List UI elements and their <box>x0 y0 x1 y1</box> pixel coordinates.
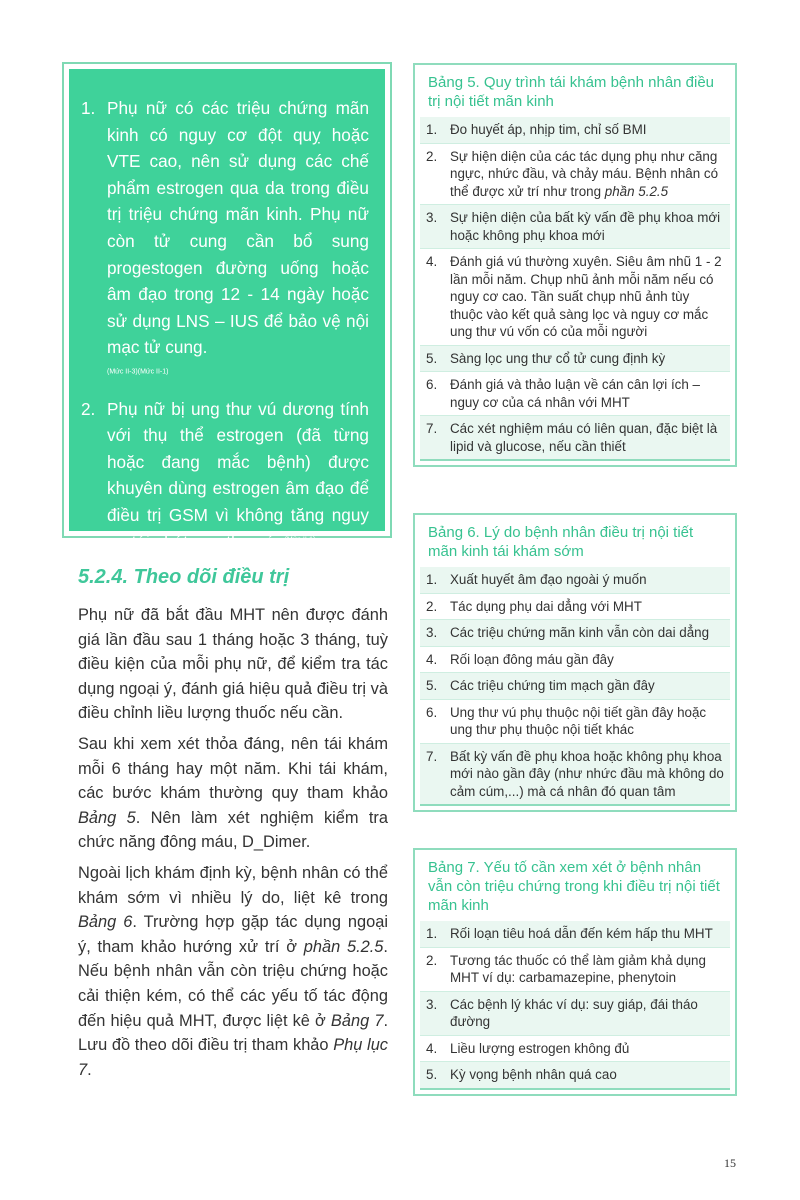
evidence-level: (Mức II-3)(Mức II-1) <box>107 368 169 376</box>
text-span: Sau khi xem xét thỏa đáng, nên tái khám mỗi 6 tháng hay một năm. Khi tái khám, các bước khám thường quy tham khảo <box>78 734 388 803</box>
row-number: 2. <box>426 148 438 164</box>
row-number: 2. <box>426 952 438 968</box>
table-title: Bảng 5. Quy trình tái khám bệnh nhân điều trị nội tiết mãn kinh <box>428 74 715 110</box>
item-text <box>107 396 369 556</box>
paragraph <box>78 732 388 855</box>
row-text: Bất kỳ vấn đề phụ khoa hoặc không phụ khoa mới nào gần đây (như nhức đầu mà không do cảm cúm,...) mà cá nhân đó quan tâm <box>450 748 724 799</box>
table-reference: Bảng 6 <box>78 913 133 932</box>
table-6 <box>413 513 737 812</box>
table-row <box>420 647 730 674</box>
text-span: . Nên làm xét nghiệm kiểm tra chức năng đông máu, D_Dimer. <box>78 808 388 852</box>
row-text: Đánh giá và thảo luận về cán cân lợi ích – nguy cơ của cá nhân với MHT <box>450 377 700 410</box>
item-number: 2. <box>81 398 96 419</box>
row-number: 5. <box>426 350 438 366</box>
table-row <box>420 921 730 948</box>
row-text: Rối loạn đông máu gần đây <box>450 651 614 667</box>
row-number: 3. <box>426 996 438 1012</box>
row-text <box>450 148 724 201</box>
table-reference: Bảng 7 <box>330 1011 384 1030</box>
text-span: . Nếu bệnh nhân vẫn còn triệu chứng hoặc cải thiện kém, có thể các yếu tố tác động đến hiệu quả MHT, được liệt kê ở <box>78 937 388 1030</box>
text-span: Ngoài lịch khám định kỳ, bệnh nhân có thể khám sớm vì nhiều lý do, liệt kê trong <box>78 863 388 907</box>
item-number: 1. <box>81 98 96 118</box>
section-reference: phần 5.2.5 <box>303 937 384 956</box>
table-row <box>420 673 730 700</box>
row-number: 3. <box>426 210 438 225</box>
row-number: 7. <box>426 421 438 436</box>
paragraph: Phụ nữ đã bắt đầu MHT nên được đánh giá lần đầu sau 1 tháng hoặc 3 tháng, tuỳ điều kiện của mỗi phụ nữ, để kiểm tra tác dụng ngoại ý, đánh giá hiệu quả điều trị và điều chỉnh liều lượng thuốc nếu cần. <box>78 606 388 723</box>
row-text: Tương tác thuốc có thể làm giảm khả dụng MHT ví dụ: carbamazepine, phenytoin <box>450 952 706 985</box>
evidence-level: (Mức II-1) <box>284 535 316 543</box>
row-number: 1. <box>426 122 438 137</box>
row-text: Rối loạn tiêu hoá dẫn đến kém hấp thu MHT <box>450 926 713 941</box>
row-text: Các triệu chứng mãn kinh vẫn còn dai dẳng <box>450 625 710 640</box>
row-text: Tác dụng phụ dai dẳng với MHT <box>450 598 642 614</box>
row-text: Các xét nghiệm máu có liên quan, đặc biệt là lipid và glucose, nếu cần thiết <box>450 421 718 454</box>
row-number: 1. <box>426 572 438 587</box>
row-number: 4. <box>426 1040 438 1056</box>
row-text: Kỳ vọng bệnh nhân quá cao <box>450 1067 617 1082</box>
row-text: Sự hiện diện của bất kỳ vấn đề phụ khoa mới hoặc không phụ khoa mới <box>450 210 721 243</box>
appendix-reference: Phụ lục 7 <box>78 1036 389 1079</box>
table-reference: Bảng 5 <box>78 808 136 827</box>
row-number: 7. <box>426 748 438 764</box>
table-row <box>420 372 730 416</box>
table-row <box>420 1036 730 1063</box>
row-number: 6. <box>426 704 438 720</box>
section-title: 5.2.4. Theo dõi điều trị <box>78 566 290 588</box>
text-span: . <box>87 1060 92 1079</box>
table-row <box>420 594 730 621</box>
row-text: Các triệu chứng tim mạch gần đây <box>450 678 655 693</box>
row-text: Xuất huyết âm đạo ngoài ý muốn <box>450 572 647 587</box>
row-number: 4. <box>426 651 438 667</box>
recommendation-callout <box>69 69 385 552</box>
text-span: . Trường hợp gặp tác dụng ngoại ý, tham khảo hướng xử trí ở <box>78 913 389 956</box>
item-body: Phụ nữ có các triệu chứng mãn kinh có nguy cơ đột quỵ hoặc VTE cao, nên sử dụng các chế phẩm estrogen qua da trong điều trị triệu chứng mãn kinh. Phụ nữ còn tử cung cần bổ sung progestogen đường uống hoặc âm đạo trong 12 - 14 ngày hoặc sử dụng LNS – IUS để bảo vệ nội mạc tử cung. <box>107 98 369 358</box>
row-number: 2. <box>426 598 438 614</box>
table-row <box>420 1062 730 1090</box>
paragraph <box>78 861 388 1082</box>
row-text: Ung thư vú phụ thuộc nội tiết gần đây hoặc ung thư phụ thuộc nội tiết khác <box>450 704 707 737</box>
recommendation-item <box>81 396 369 556</box>
table-7 <box>413 848 737 1096</box>
table-row <box>420 700 730 744</box>
table-5 <box>413 63 737 467</box>
row-number: 3. <box>426 625 438 640</box>
table-row <box>420 249 730 346</box>
row-number: 5. <box>426 678 438 693</box>
row-number: 4. <box>426 254 438 269</box>
row-text-main: Sự hiện diện của các tác dụng phụ như căng ngực, nhức đầu, và chảy máu. Bệnh nhân có thể được xử trí như trong <box>450 148 719 199</box>
row-number: 1. <box>426 926 438 941</box>
row-text: Đo huyết áp, nhịp tim, chỉ số BMI <box>450 122 647 137</box>
row-number: 6. <box>426 377 438 392</box>
table-row <box>420 744 730 807</box>
section-body <box>78 603 388 1088</box>
table-row <box>420 205 730 249</box>
row-text: Đánh giá vú thường xuyên. Siêu âm nhũ 1 - 2 lần mỗi năm. Chụp nhũ ảnh mỗi năm nếu có nguy cơ cao. Tần suất chụp nhũ ảnh tùy thuộc vào kết quả sàng lọc và nguy cơ mắc ung thư vú vốn có của mỗi người <box>450 254 722 339</box>
row-text: Sàng lọc ung thư cổ tử cung định kỳ <box>450 350 666 366</box>
table-row <box>420 144 730 206</box>
table-row <box>420 992 730 1036</box>
table-row <box>420 416 730 461</box>
table-row <box>420 620 730 647</box>
row-text: Liều lượng estrogen không đủ <box>450 1040 630 1056</box>
table-row <box>420 346 730 373</box>
table-title: Bảng 6. Lý do bệnh nhân điều trị nội tiết mãn kinh tái khám sớm <box>428 524 694 560</box>
table-title: Bảng 7. Yếu tố cần xem xét ở bệnh nhân vẫn còn triệu chứng trong khi điều trị nội tiết mãn kinh <box>428 859 720 914</box>
row-number: 5. <box>426 1067 438 1082</box>
section-reference: phần 5.2.5 <box>604 183 669 199</box>
table-row <box>420 117 730 144</box>
page-number: 15 <box>724 1156 736 1170</box>
table-row <box>420 567 730 594</box>
item-text <box>107 95 369 388</box>
row-text: Các bệnh lý khác ví dụ: suy giáp, đái tháo đường <box>450 996 698 1029</box>
recommendation-item <box>81 95 369 388</box>
recommendation-list <box>81 95 369 555</box>
text-span: . Lưu đồ theo dõi điều trị tham khảo <box>78 1011 388 1055</box>
table-row <box>420 948 730 992</box>
item-body: Phụ nữ bị ung thư vú dương tính với thụ thể estrogen (đã từng hoặc đang mắc bệnh) được khuyên dùng estrogen âm đạo để điều trị GSM vì không tăng nguy cơ tái phát ung thư vú. <box>107 398 369 552</box>
